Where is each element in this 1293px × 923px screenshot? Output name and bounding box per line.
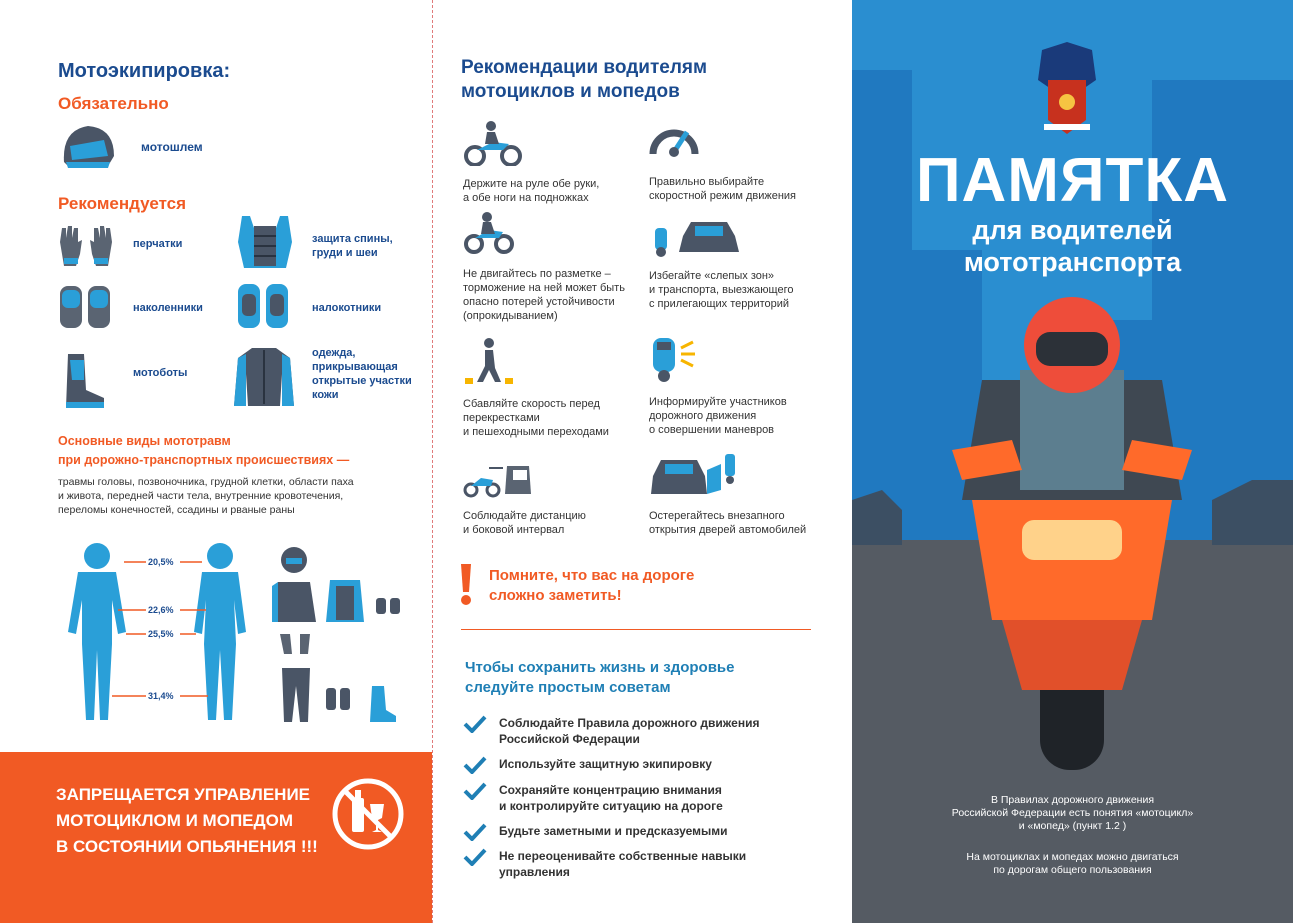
advice-text: Используйте защитную экипировку xyxy=(499,757,712,771)
roads-note: На мотоциклах и мопедах можно двигаться по дорогам общего пользования xyxy=(966,851,1179,876)
cover-title: ПАМЯТКА xyxy=(915,146,1230,215)
alcohol-ban-banner xyxy=(0,752,432,923)
boots-icon xyxy=(62,350,108,412)
tip-text: Сбавляйте скорость перед перекрестками и пешеходными переходами xyxy=(463,398,609,438)
blind-spot-icon xyxy=(649,216,741,258)
advice-text: Сохраняйте концентрацию внимания и контролируйте ситуацию на дороге xyxy=(499,783,723,813)
back-protector-icon xyxy=(236,212,294,272)
advice-item xyxy=(463,782,723,814)
advice-item xyxy=(463,823,728,841)
equipment-panel xyxy=(0,0,432,923)
checkmark-icon xyxy=(463,756,487,774)
exclamation-icon xyxy=(459,562,473,606)
tip-speed-mode xyxy=(649,118,824,203)
elbow-pads-icon xyxy=(236,280,292,332)
tip-text: Избегайте «слепых зон» и транспорта, выезжающего с прилегающих территорий xyxy=(649,270,794,310)
injuries-text: травмы головы, позвоночника, грудной клетки, области паха и живота, передней части тела, внутренние кровотечения, переломы конечностей, ссадины и рваные раны xyxy=(58,476,354,516)
back-protection-label: защита спины, груди и шеи xyxy=(312,233,393,259)
injuries-title-1: Основные виды мототравм xyxy=(58,434,231,448)
knee-pads-icon xyxy=(58,282,112,332)
injuries-title-2: при дорожно-транспортных происшествиях — xyxy=(58,453,350,467)
tip-text: Правильно выбирайте скоростной режим движения xyxy=(649,176,797,202)
alcohol-ban-text: ЗАПРЕЩАЕТСЯ УПРАВЛЕНИЕ МОТОЦИКЛОМ И МОПЕДОМ В СОСТОЯНИИ ОПЬЯНЕНИЯ !!! xyxy=(56,785,318,856)
rules-note: В Правилах дорожного движения Российской Федерации есть понятия «мотоцикл» и «мопед» (пункт 1.2 ) xyxy=(951,794,1194,832)
motorcyclist-marking-icon xyxy=(463,212,515,256)
advice-text: Не переоценивайте собственные навыки управления xyxy=(499,849,747,879)
clothing-label: одежда, прикрывающая открытые участки кожи xyxy=(312,347,412,401)
car-door-icon xyxy=(649,450,741,498)
mandatory-heading: Обязательно xyxy=(58,94,169,113)
tip-text: Информируйте участников дорожного движения о совершении маневров xyxy=(649,396,787,436)
tip-text: Остерегайтесь внезапного открытия дверей автомобилей xyxy=(649,510,807,536)
gloves-label: перчатки xyxy=(133,238,183,250)
injury-percent-legs: 31,4% xyxy=(148,691,174,701)
checkmark-icon xyxy=(463,715,487,733)
recommendations-panel xyxy=(432,0,852,923)
divider xyxy=(461,629,811,630)
elbow-pads-label: налокотники xyxy=(312,302,382,314)
boots-label: мотоботы xyxy=(133,367,188,379)
speedometer-icon xyxy=(649,118,699,164)
advice-text: Соблюдайте Правила дорожного движения Российской Федерации xyxy=(499,716,760,746)
tip-text: Держите на руле обе руки, а обе ноги на подножках xyxy=(463,178,600,204)
injury-percent-torso: 22,6% xyxy=(148,605,174,615)
advice-title: Чтобы сохранить жизнь и здоровье следуйте простым советам xyxy=(465,659,735,696)
recommendations-title: Рекомендации водителям мотоциклов и мопедов xyxy=(461,57,708,102)
equipment-title: Мотоэкипировка: xyxy=(58,60,231,82)
advice-item xyxy=(463,848,746,880)
cover-panel xyxy=(852,0,1293,923)
helmet-icon xyxy=(58,122,118,172)
tip-slow-down xyxy=(463,338,638,439)
advice-text: Будьте заметными и предсказуемыми xyxy=(499,824,728,838)
knee-pads-label: наколенники xyxy=(133,302,203,314)
police-emblem-icon xyxy=(1032,40,1102,136)
advice-item xyxy=(463,715,759,747)
checkmark-icon xyxy=(463,823,487,841)
equipment-set-illustration xyxy=(270,546,410,726)
tip-text: Соблюдайте дистанцию и боковой интервал xyxy=(463,510,586,536)
city-background-illustration xyxy=(852,0,1293,923)
injury-percent-arms: 25,5% xyxy=(148,629,174,639)
helmet-label: мотошлем xyxy=(141,140,203,154)
checkmark-icon xyxy=(463,848,487,866)
distance-icon xyxy=(463,460,533,498)
tip-road-marking xyxy=(463,212,638,323)
tip-text: Не двигайтесь по разметке – торможение на ней может быть опасно потерей устойчивости (опрокидыванием) xyxy=(463,268,625,322)
recommended-heading: Рекомендуется xyxy=(58,194,187,213)
motorcyclist-icon xyxy=(463,120,523,166)
gloves-icon xyxy=(56,224,116,268)
no-alcohol-icon xyxy=(330,776,406,852)
jacket-icon xyxy=(232,344,296,410)
cover-subtitle: для водителей мототранспорта xyxy=(963,215,1182,277)
pedestrian-crossing-icon xyxy=(463,338,515,386)
advice-item xyxy=(463,756,712,774)
checkmark-icon xyxy=(463,782,487,800)
injury-percent-head: 20,5% xyxy=(148,557,174,567)
tip-blind-spots xyxy=(649,216,824,311)
warning-text: Помните, что вас на дороге сложно заметить! xyxy=(489,567,695,604)
tip-hands-on-handlebar xyxy=(463,120,638,205)
tip-signal-maneuvers xyxy=(649,336,824,437)
turn-signal-icon xyxy=(649,336,699,384)
tip-car-doors xyxy=(649,450,824,537)
tip-keep-distance xyxy=(463,460,638,537)
